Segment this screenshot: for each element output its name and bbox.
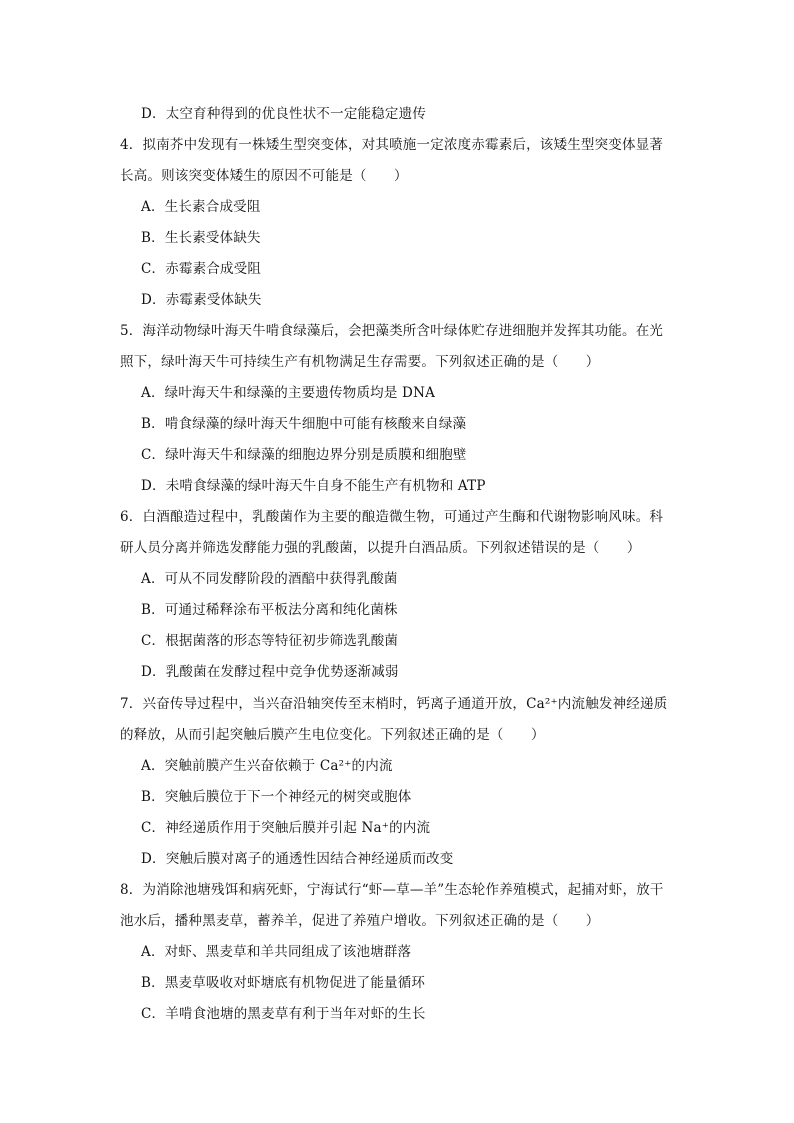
- q8-stem: 8．为消除池塘残饵和病死虾，宁海试行“虾—草—羊”生态轮作养殖模式，起捕对虾，放干: [120, 882, 664, 898]
- q6-stem-cont: 研人员分离并筛选发酵能力强的乳酸菌，以提升白酒品质。下列叙述错误的是（ ）: [120, 540, 641, 556]
- q7-stem-cont: 的释放，从而引起突触后膜产生电位变化。下列叙述正确的是（ ）: [120, 727, 545, 743]
- q6-stem: 6．白酒酿造过程中，乳酸菌作为主要的酿造微生物，可通过产生酶和代谢物影响风味。科: [120, 509, 664, 525]
- q8-option-b: B．黑麦草吸收对虾塘底有机物促进了能量循环: [141, 975, 426, 991]
- q5-option-d: D．未啃食绿藻的绿叶海天牛自身不能生产有机物和 ATP: [141, 478, 486, 494]
- q7-option-b: B．突触后膜位于下一个神经元的树突或胞体: [141, 789, 412, 805]
- q4-option-d: D．赤霉素受体缺失: [141, 292, 262, 308]
- q6-option-a: A．可从不同发酵阶段的酒醅中获得乳酸菌: [141, 571, 398, 587]
- q4-option-b: B．生长素受体缺失: [141, 230, 261, 246]
- q8-stem-cont: 池水后，播种黑麦草，蓄养羊，促进了养殖户增收。下列叙述正确的是（ ）: [120, 913, 600, 929]
- q7-option-d: D．突触后膜对离子的通透性因结合神经递质而改变: [141, 851, 454, 867]
- q4-stem-cont: 长高。则该突变体矮生的原因不可能是（ ）: [120, 168, 408, 184]
- q8-option-a: A．对虾、黑麦草和羊共同组成了该池塘群落: [141, 944, 412, 960]
- q4-option-a: A．生长素合成受阻: [141, 199, 261, 215]
- q3-option-d: D．太空育种得到的优良性状不一定能稳定遗传: [141, 106, 427, 122]
- q6-option-b: B．可通过稀释涂布平板法分离和纯化菌株: [141, 602, 398, 618]
- q5-stem-cont: 照下，绿叶海天牛可持续生产有机物满足生存需要。下列叙述正确的是（ ）: [120, 354, 600, 370]
- q5-option-a: A．绿叶海天牛和绿藻的主要遗传物质均是 DNA: [141, 385, 436, 401]
- q7-option-c: C．神经递质作用于突触后膜并引起 Na⁺的内流: [141, 820, 431, 836]
- q8-option-c: C．羊啃食池塘的黑麦草有利于当年对虾的生长: [141, 1006, 426, 1022]
- q6-option-c: C．根据菌落的形态等特征初步筛选乳酸菌: [141, 633, 399, 649]
- q5-stem: 5．海洋动物绿叶海天牛啃食绿藻后，会把藻类所含叶绿体贮存进细胞并发挥其功能。在光: [120, 323, 664, 339]
- q4-stem: 4．拟南芥中发现有一株矮生型突变体，对其喷施一定浓度赤霉素后，该矮生型突变体显著: [120, 137, 664, 153]
- q7-stem: 7．兴奋传导过程中，当兴奋沿轴突传至末梢时，钙离子通道开放，Ca²⁺内流触发神经递质: [120, 696, 668, 712]
- q7-option-a: A．突触前膜产生兴奋依赖于 Ca²⁺的内流: [141, 758, 393, 774]
- q4-option-c: C．赤霉素合成受阻: [141, 261, 262, 277]
- q5-option-c: C．绿叶海天牛和绿藻的细胞边界分别是质膜和细胞壁: [141, 447, 467, 463]
- q5-option-b: B．啃食绿藻的绿叶海天牛细胞中可能有核酸来自绿藻: [141, 416, 467, 432]
- q6-option-d: D．乳酸菌在发酵过程中竞争优势逐渐减弱: [141, 664, 399, 680]
